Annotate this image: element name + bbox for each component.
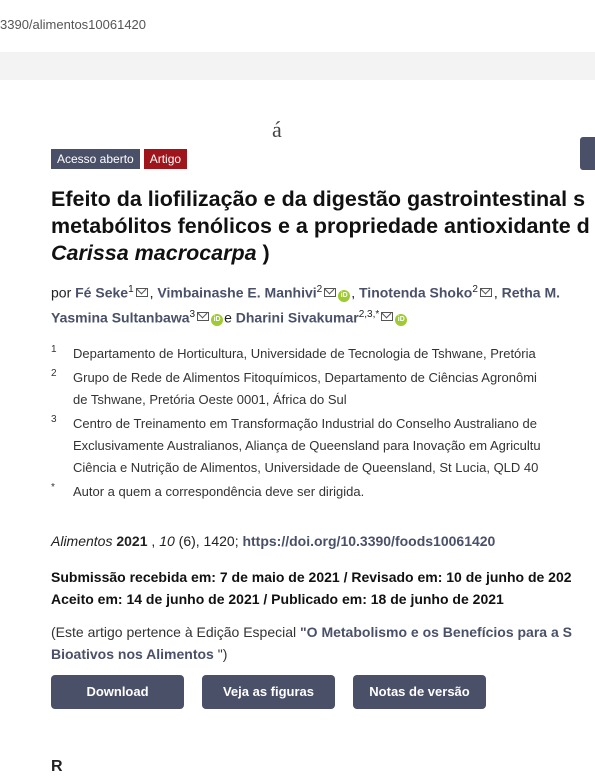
- author-link[interactable]: Tinotenda Shoko: [359, 284, 473, 301]
- side-tab-button[interactable]: [580, 137, 595, 170]
- citation-volume: 10: [159, 533, 175, 549]
- orcid-icon[interactable]: iD: [338, 290, 350, 302]
- affiliation-line: Grupo de Rede de Alimentos Fitoquímicos, Departamento de Ciências Agronômi: [73, 370, 537, 385]
- title-line-1: Efeito da liofilização e da digestão gastrointestinal s: [51, 187, 586, 211]
- journal-name: Alimentos: [51, 533, 113, 549]
- email-icon[interactable]: [480, 288, 492, 297]
- species-name: Carissa macrocarpa: [51, 241, 257, 265]
- title-line-2: metabólitos fenólicos e a propriedade antioxidante d: [51, 214, 590, 238]
- separator: ,: [351, 284, 359, 301]
- affiliation-item: [51, 413, 595, 479]
- download-button[interactable]: Download: [51, 675, 184, 709]
- open-access-badge: Acesso aberto: [51, 149, 140, 169]
- separator: ,: [493, 284, 502, 301]
- doi-link[interactable]: https://doi.org/10.3390/foods10061420: [242, 533, 496, 549]
- affiliation-number: 3: [51, 414, 57, 425]
- author-line-1: [51, 279, 595, 304]
- special-issue-line-1: [51, 621, 595, 643]
- author-link[interactable]: Dharini Sivakumar: [235, 309, 359, 326]
- separator: ,: [149, 284, 158, 301]
- article-badges: [51, 149, 187, 169]
- affiliation-item: [51, 343, 595, 365]
- affiliation-line: Centro de Treinamento em Transformação Industrial do Conselho Australiano de: [73, 416, 537, 431]
- author-link[interactable]: Retha M.: [501, 284, 560, 301]
- affiliation-number: 1: [51, 344, 57, 355]
- email-icon[interactable]: [197, 312, 209, 321]
- affiliation-text: [73, 343, 595, 365]
- affiliation-line: Exclusivamente Australianos, Aliança de Queensland para Inovação em Agricultu: [73, 438, 541, 453]
- article-type-badge: Artigo: [144, 149, 187, 169]
- publication-dates: [51, 566, 595, 610]
- header-band: [0, 52, 595, 80]
- author-list: [51, 279, 595, 328]
- authors-prefix: por: [51, 284, 76, 301]
- section-heading-partial: R: [51, 758, 63, 775]
- correspondence-note: [51, 481, 595, 503]
- view-figures-button[interactable]: Veja as figuras: [202, 675, 335, 709]
- affiliation-text: [73, 481, 595, 503]
- affiliation-number: *: [51, 482, 55, 493]
- author-affil-sup: 2: [472, 284, 478, 295]
- email-icon[interactable]: [324, 288, 336, 297]
- article-title: [51, 186, 595, 267]
- title-line-3-tail: ): [256, 241, 270, 265]
- special-issue-suffix: "): [217, 646, 228, 662]
- special-issue-line-2: [51, 643, 595, 665]
- special-issue-link[interactable]: "O Metabolismo e os Benefícios para a S: [300, 624, 572, 640]
- version-notes-button[interactable]: Notas de versão: [353, 675, 486, 709]
- affiliation-line: Ciência e Nutrição de Alimentos, Universidade de Queensland, St Lucia, QLD 40: [73, 460, 539, 475]
- citation-rest: (6), 1420;: [174, 533, 243, 549]
- affiliations: [51, 343, 595, 505]
- author-affil-sup: 2,3,*: [358, 308, 380, 320]
- affiliation-text: [73, 413, 595, 479]
- dates-line-2: Aceito em: 14 de junho de 2021 / Publicado em: 18 de junho de 2021: [51, 591, 504, 607]
- author-affil-sup: 3: [189, 308, 196, 320]
- affiliation-item: [51, 367, 595, 411]
- author-line-2: [51, 304, 595, 329]
- url-text: 3390/alimentos10061420: [0, 17, 147, 32]
- email-icon[interactable]: [136, 288, 148, 297]
- affiliation-line: Autor a quem a correspondência deve ser dirigida.: [73, 484, 365, 499]
- special-issue-link-cont[interactable]: Bioativos nos Alimentos: [51, 646, 218, 662]
- author-affil-sup: 2: [316, 284, 323, 295]
- citation: [51, 533, 495, 549]
- orcid-icon[interactable]: iD: [395, 314, 407, 326]
- action-buttons: [51, 675, 486, 709]
- affiliation-line: Departamento de Horticultura, Universidade de Tecnologia de Tshwane, Pretória: [73, 346, 536, 361]
- author-link[interactable]: Vimbainashe E. Manhivi: [157, 284, 317, 301]
- and-word: e: [224, 309, 236, 326]
- dates-line-1: Submissão recebida em: 7 de maio de 2021 / Revisado em: 10 de junho de 202: [51, 569, 572, 585]
- orcid-icon[interactable]: iD: [211, 314, 223, 326]
- affiliation-line: de Tshwane, Pretória Oeste 0001, África do Sul: [73, 392, 347, 407]
- author-affil-sup: 1: [128, 284, 134, 295]
- title-line-3: [51, 240, 595, 267]
- special-issue-note: [51, 621, 595, 665]
- stray-glyph: á: [272, 117, 282, 142]
- author-link[interactable]: Fé Seke: [75, 284, 129, 301]
- citation-sep: ,: [147, 533, 160, 549]
- affiliation-number: 2: [51, 368, 57, 379]
- affiliation-text: [73, 367, 595, 411]
- email-icon[interactable]: [381, 312, 393, 321]
- special-issue-prefix: (Este artigo pertence à Edição Especial: [51, 624, 301, 640]
- citation-year: 2021: [116, 533, 148, 549]
- author-link[interactable]: Yasmina Sultanbawa: [51, 309, 190, 326]
